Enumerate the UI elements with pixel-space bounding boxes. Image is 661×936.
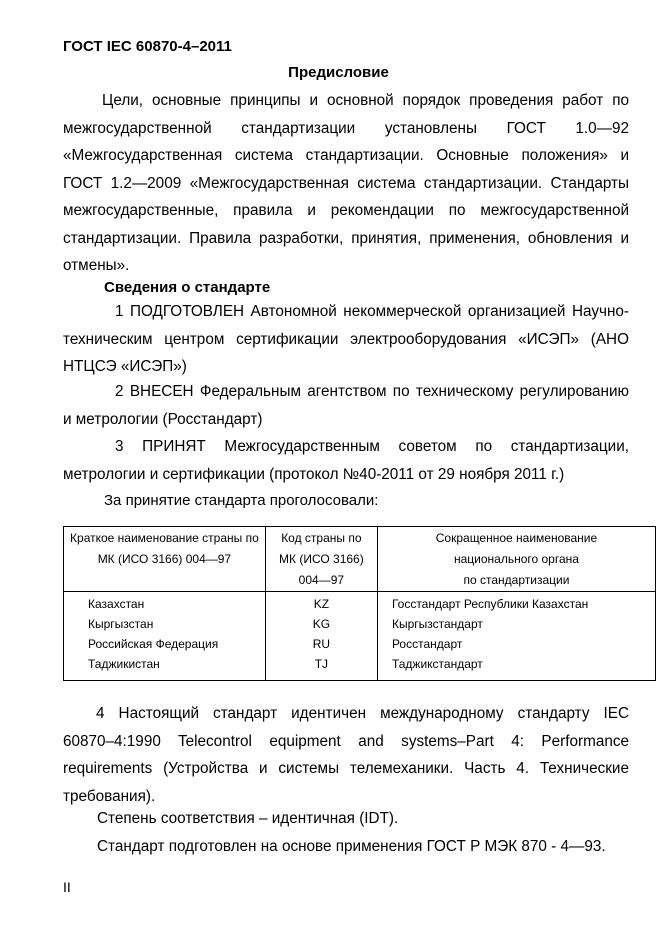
foreword-line: отмены».	[63, 257, 130, 274]
document-header: ГОСТ IEC 60870-4–2011	[63, 38, 232, 55]
header-code	[265, 527, 377, 592]
cell-country: Казахстан	[64, 592, 266, 615]
header-code-line: 004—97	[298, 573, 345, 587]
cell-body: Таджикстандарт	[377, 654, 655, 681]
countries-table	[63, 526, 656, 681]
cell-code: KZ	[265, 592, 377, 615]
table-header-row	[64, 527, 656, 592]
foreword-line: стандартизации. Правила разработки, принятия, применения, обновления и	[63, 229, 629, 247]
item-4-line: требования).	[63, 787, 156, 805]
item-3-line: метрологии и сертификации (протокол №40-2011 от 29 ноября 2011 г.)	[63, 465, 565, 483]
cell-body: Кыргызстандарт	[377, 614, 655, 634]
header-body-line: Сокращенное наименование	[435, 531, 598, 545]
cell-code: RU	[265, 634, 377, 654]
header-body-line: по стандартизации	[463, 573, 570, 587]
item-1-line: 1 ПОДГОТОВЛЕН Автономной некоммерческой организацией Научно-	[115, 303, 629, 320]
item-2-line: 2 ВНЕСЕН Федеральным агентством по техническому регулированию	[115, 383, 629, 400]
cell-country: Российская Федерация	[64, 634, 266, 654]
item-2-line: и метрологии (Росстандарт)	[63, 410, 263, 428]
header-code-line: Код страны по	[281, 531, 362, 545]
item-3-line: 3 ПРИНЯТ Межгосударственным советом по стандартизации,	[115, 438, 629, 455]
conformity-degree: Степень соответствия – идентичная (IDT).	[97, 810, 399, 827]
foreword-line: межгосударственной стандартизации установлены ГОСТ 1.0—92	[63, 119, 629, 137]
cell-country: Таджикистан	[64, 654, 266, 681]
table-row	[64, 614, 656, 634]
foreword-paragraph	[63, 87, 629, 280]
header-body-line: национального органа	[453, 552, 579, 566]
cell-code: KG	[265, 614, 377, 634]
info-title: Сведения о стандарте	[104, 279, 271, 296]
item-1-line: НТЦСЭ «ИСЭП»)	[63, 358, 187, 375]
foreword-title: Предисловие	[288, 64, 389, 81]
item-2-paragraph	[63, 378, 629, 433]
foreword-line: «Межгосударственная система стандартизации. Основные положения» и	[63, 147, 629, 164]
table-row	[64, 592, 656, 615]
item-4-line: 4 Настоящий стандарт идентичен международному стандарту IEC	[96, 705, 629, 722]
header-country-line: МК (ИСО 3166) 004—97	[97, 552, 232, 566]
foreword-line: Цели, основные принципы и основной порядок проведения работ по	[102, 92, 629, 109]
item-4-line: 60870–4:1990 Telecontrol equipment and systems–Part 4: Performance	[63, 732, 629, 750]
header-country-line: Краткое наименование страны по	[70, 531, 259, 545]
header-code-line: МК (ИСО 3166)	[279, 552, 364, 566]
cell-country: Кыргызстан	[64, 614, 266, 634]
table-row	[64, 634, 656, 654]
page-number: II	[63, 879, 71, 895]
table-row	[64, 654, 656, 681]
prepared-basis: Стандарт подготовлен на основе применения ГОСТ Р МЭК 870 - 4—93.	[97, 838, 606, 855]
item-3-paragraph	[63, 433, 629, 488]
item-1-paragraph	[63, 298, 629, 381]
cell-body: Росстандарт	[377, 634, 655, 654]
header-body	[377, 527, 655, 592]
foreword-line: межгосударственные, правила и рекомендации по межгосударственной	[63, 202, 629, 219]
item-1-line: техническим центром сертификации электрооборудования «ИСЭП» (АНО	[63, 330, 629, 348]
item-4-paragraph	[63, 700, 629, 810]
foreword-line: ГОСТ 1.2—2009 «Межгосударственная система стандартизации. Стандарты	[63, 174, 629, 192]
cell-body: Госстандарт Республики Казахстан	[377, 592, 655, 615]
header-country	[64, 527, 266, 592]
item-4-line: requirements (Устройства и системы телемеханики. Часть 4. Технические	[63, 760, 629, 777]
voted-label: За принятие стандарта проголосовали:	[104, 492, 379, 509]
cell-code: TJ	[265, 654, 377, 681]
